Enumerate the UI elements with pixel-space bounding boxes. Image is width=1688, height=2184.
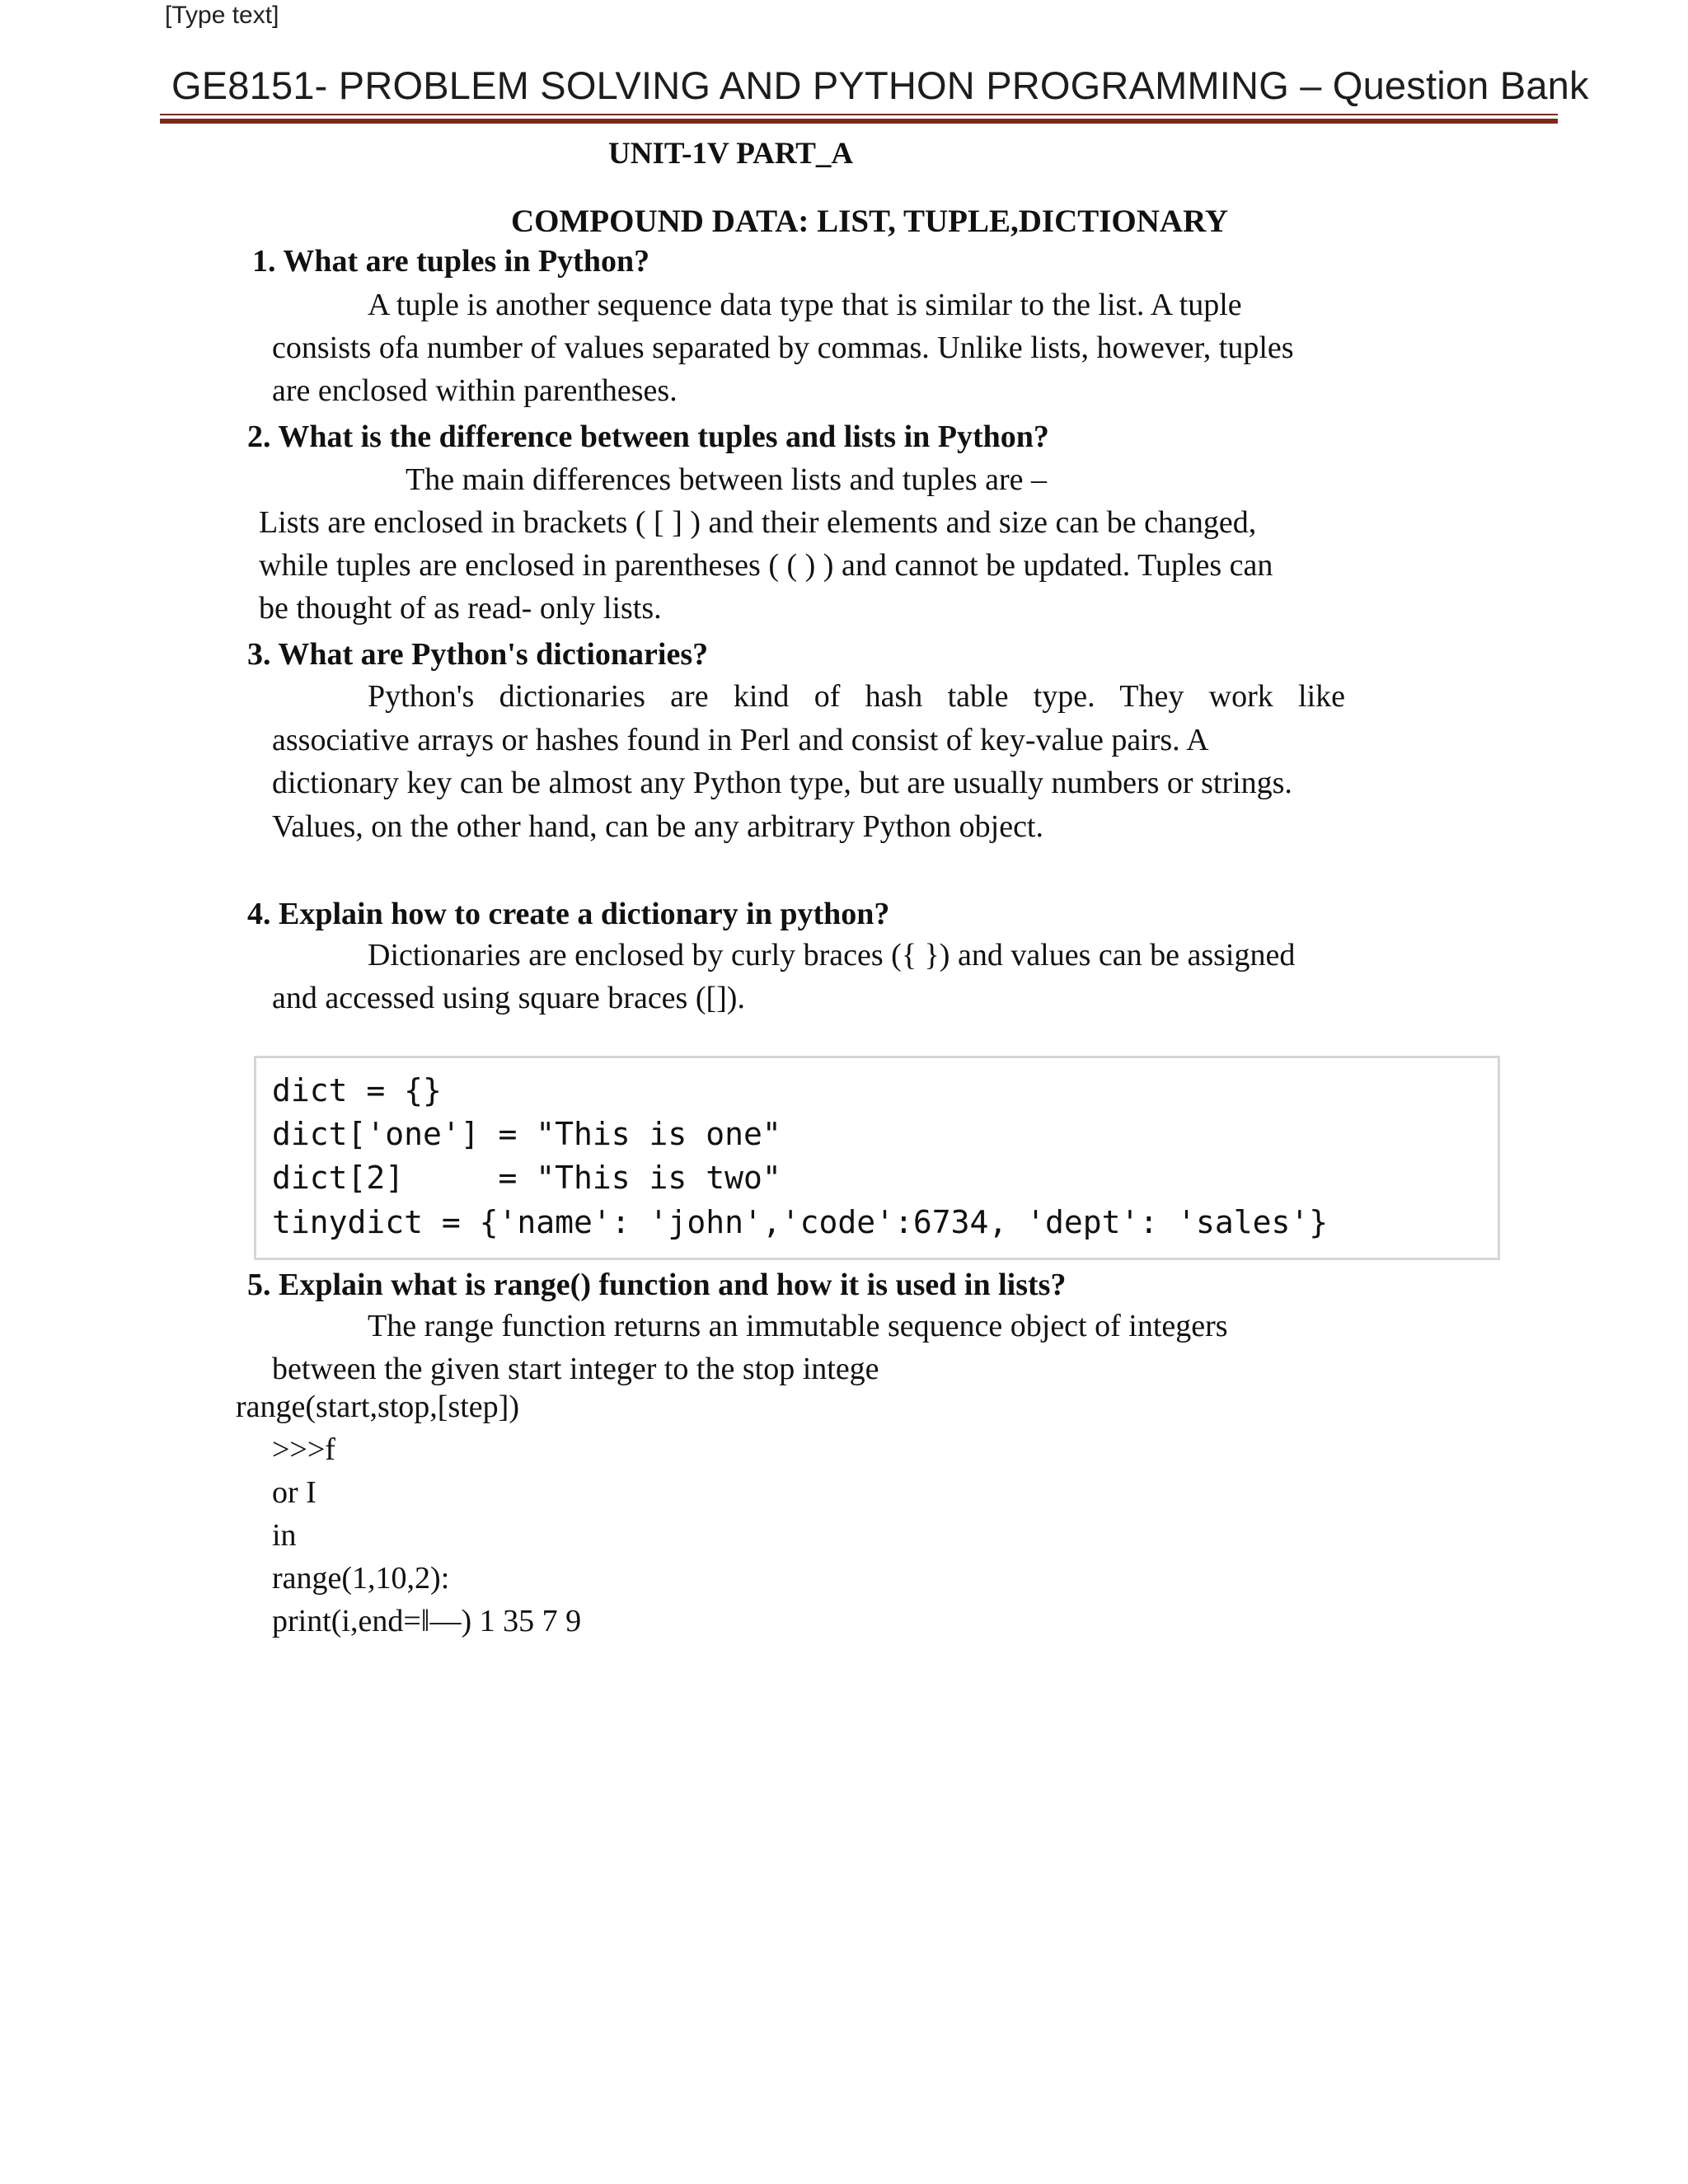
question-2: 2. What is the difference between tuples and lists in Python?: [247, 419, 1049, 454]
q5-answer-line-7: range(1,10,2):: [272, 1561, 450, 1596]
unit-heading: UNIT-1V PART_A: [608, 137, 854, 171]
title-rule-thick: [160, 119, 1558, 124]
q1-answer-line-1: A tuple is another sequence data type that is similar to the list. A tuple: [368, 288, 1242, 322]
question-1: 1. What are tuples in Python?: [252, 244, 650, 279]
q2-answer-line-4: be thought of as read- only lists.: [259, 591, 662, 626]
code-line-2: dict['one'] = "This is one": [272, 1116, 781, 1152]
q4-answer-line-1: Dictionaries are enclosed by curly braces ({ }) and values can be assigned: [368, 938, 1296, 972]
document-title: GE8151- PROBLEM SOLVING AND PYTHON PROGRAMMING – Question Bank: [171, 63, 1589, 107]
q3-answer-line-4: Values, on the other hand, can be any arbitrary Python object.: [272, 809, 1043, 844]
code-line-4: tinydict = {'name': 'john','code':6734, 'dept': 'sales'}: [272, 1204, 1329, 1240]
header-type-text: [Type text]: [165, 2, 279, 29]
q5-answer-line-6: in: [272, 1518, 297, 1553]
code-line-3: dict[2] = "This is two": [272, 1160, 781, 1196]
q3-answer-line-2: associative arrays or hashes found in Perl and consist of key-value pairs. A: [272, 723, 1209, 757]
title-rule-thin: [160, 114, 1558, 115]
q5-answer-line-8: print(i,end=‖—) 1 35 7 9: [272, 1604, 582, 1638]
section-title: COMPOUND DATA: LIST, TUPLE,DICTIONARY: [511, 204, 1229, 239]
q5-answer-line-3: range(start,stop,[step]): [236, 1390, 519, 1424]
q4-answer-line-2: and accessed using square braces ([]).: [272, 981, 745, 1015]
q2-answer-line-3: while tuples are enclosed in parentheses ( ( ) ) and cannot be updated. Tuples can: [259, 548, 1273, 583]
q1-answer-line-2: consists ofa number of values separated by commas. Unlike lists, however, tuples: [272, 330, 1294, 365]
question-5: 5. Explain what is range() function and how it is used in lists?: [247, 1268, 1067, 1302]
question-4: 4. Explain how to create a dictionary in python?: [247, 897, 890, 931]
q3-answer-line-1: Python's dictionaries are kind of hash table type. They work like: [368, 679, 1345, 714]
code-line-1: dict = {}: [272, 1072, 442, 1108]
q5-answer-line-2: between the given start integer to the stop intege: [272, 1352, 879, 1386]
q3-answer-line-3: dictionary key can be almost any Python type, but are usually numbers or strings.: [272, 766, 1292, 800]
q5-answer-line-4: >>>f: [272, 1432, 335, 1467]
q2-answer-line-2: Lists are enclosed in brackets ( [ ] ) and their elements and size can be changed,: [259, 505, 1257, 540]
question-3: 3. What are Python's dictionaries?: [247, 637, 709, 672]
q1-answer-line-3: are enclosed within parentheses.: [272, 373, 678, 408]
q5-answer-line-5: or I: [272, 1475, 316, 1510]
q5-answer-line-1: The range function returns an immutable sequence object of integers: [368, 1309, 1228, 1343]
q2-answer-line-1: The main differences between lists and tuples are –: [406, 462, 1048, 497]
